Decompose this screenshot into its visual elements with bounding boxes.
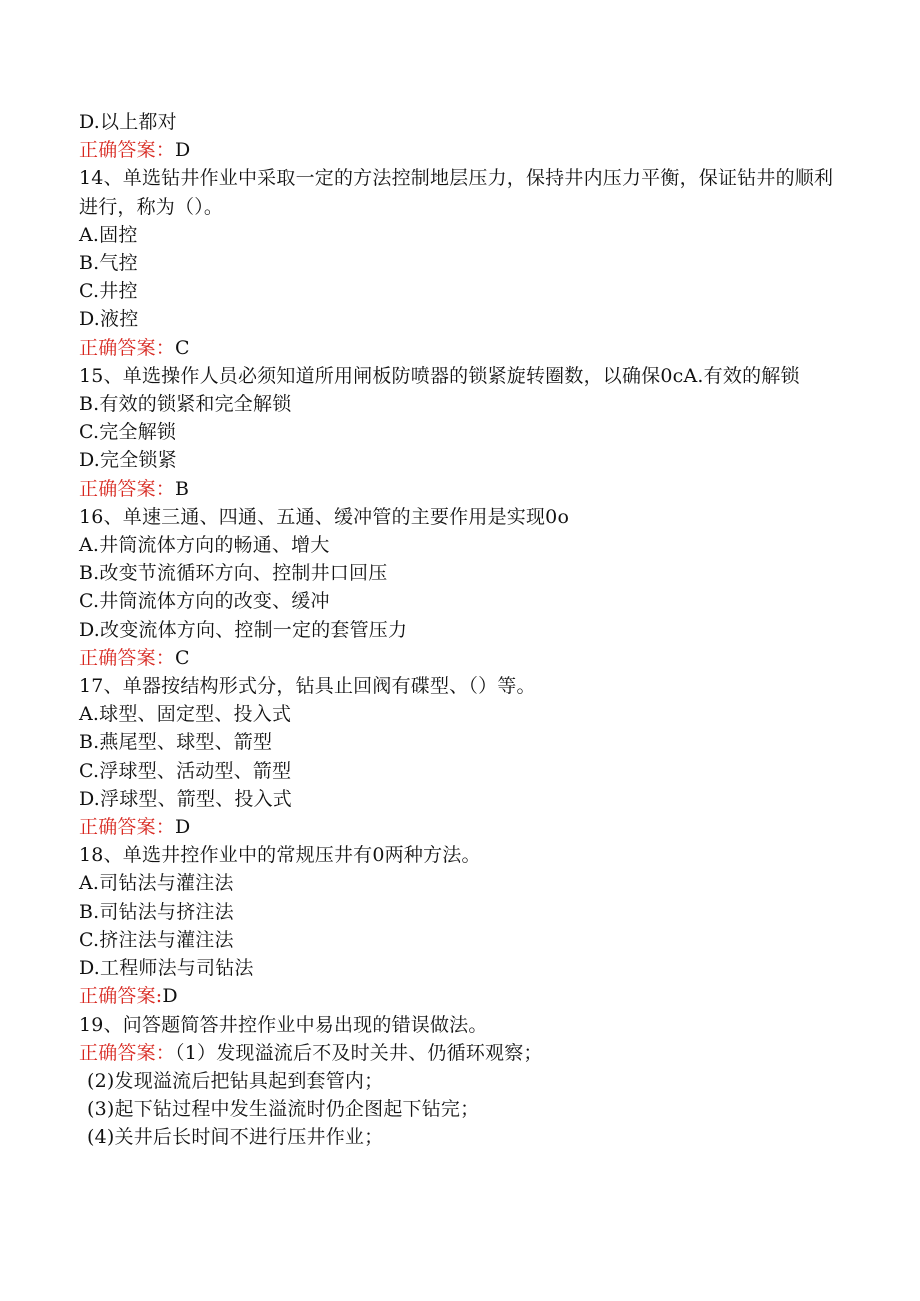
answer-label: 正确答案：: [79, 139, 176, 162]
answer-detail-line: (4)关井后长时间不进行压井作业；: [87, 1126, 384, 1149]
answer-label: 正确答案：: [79, 646, 176, 669]
question-text: 14、单选钻井作业中采取一定的方法控制地层压力，保持井内压力平衡，保证钻井的顺利进行，称为（）。: [79, 167, 834, 218]
answer-line: [79, 334, 849, 362]
answer-label: 正确答案：: [79, 336, 176, 359]
option-text: D.液控: [79, 308, 139, 331]
option-text: B.燕尾型、球型、箭型: [79, 731, 273, 754]
answer-value: C: [175, 646, 190, 669]
option-text: D.以上都对: [79, 111, 177, 133]
option-text: D.改变流体方向、控制一定的套管压力: [79, 618, 408, 641]
answer-line: [79, 982, 849, 1010]
question-text: 19、问答题简答井控作业中易出现的错误做法。: [79, 1013, 488, 1036]
question-text: 15、单选操作人员必须知道所用闸板防喷器的锁紧旋转圈数，以确保0cA.有效的解锁: [79, 364, 800, 387]
answer-value: （1）发现溢流后不及时关井、仍循环观察；: [175, 1041, 543, 1064]
answer-detail-line: (2)发现溢流后把钻具起到套管内；: [87, 1069, 384, 1092]
answer-label: 正确答案：: [79, 477, 176, 500]
answer-label: 正确答案：: [79, 816, 176, 839]
answer-value: D: [175, 816, 191, 839]
option-text: A.司钻法与灌注法: [79, 872, 234, 895]
option-text: B.司钻法与挤注法: [79, 900, 234, 923]
option-text: C.完全解锁: [79, 421, 177, 444]
option-text: A.球型、固定型、投入式: [79, 703, 292, 726]
answer-label: 正确答案:: [79, 985, 163, 1008]
answer-label: 正确答案：: [79, 1041, 176, 1064]
question-text: 16、单速三通、四通、五通、缓冲管的主要作用是实现0o: [79, 505, 570, 528]
option-text: D.工程师法与司钻法: [79, 957, 254, 980]
exam-content: [79, 108, 849, 1152]
answer-value: D: [162, 985, 178, 1008]
answer-line: [79, 644, 849, 672]
answer-value: B: [175, 477, 190, 500]
answer-line: [79, 475, 849, 503]
answer-line: [79, 1039, 849, 1067]
option-text: C.井筒流体方向的改变、缓冲: [79, 590, 330, 613]
option-text: D.浮球型、箭型、投入式: [79, 787, 292, 810]
option-text: C.挤注法与灌注法: [79, 928, 234, 951]
answer-value: D: [175, 139, 191, 162]
answer-line: [79, 813, 849, 841]
question-text: 17、单器按结构形式分，钻具止回阀有碟型、（）等。: [79, 675, 536, 698]
option-text: A.固控: [79, 223, 138, 246]
question-text: 18、单选井控作业中的常规压井有0两种方法。: [79, 844, 481, 867]
option-text: B.有效的锁紧和完全解锁: [79, 393, 292, 416]
answer-value: C: [175, 336, 190, 359]
answer-detail-line: (3)起下钻过程中发生溢流时仍企图起下钻完；: [87, 1098, 480, 1121]
answer-line: [79, 136, 849, 164]
option-text: A.井筒流体方向的畅通、增大: [79, 534, 330, 557]
option-text: C.井控: [79, 280, 138, 303]
option-text: D.完全锁紧: [79, 449, 177, 472]
option-text: C.浮球型、活动型、箭型: [79, 759, 292, 782]
option-text: B.气控: [79, 252, 138, 275]
option-text: B.改变节流循环方向、控制井口回压: [79, 562, 388, 585]
